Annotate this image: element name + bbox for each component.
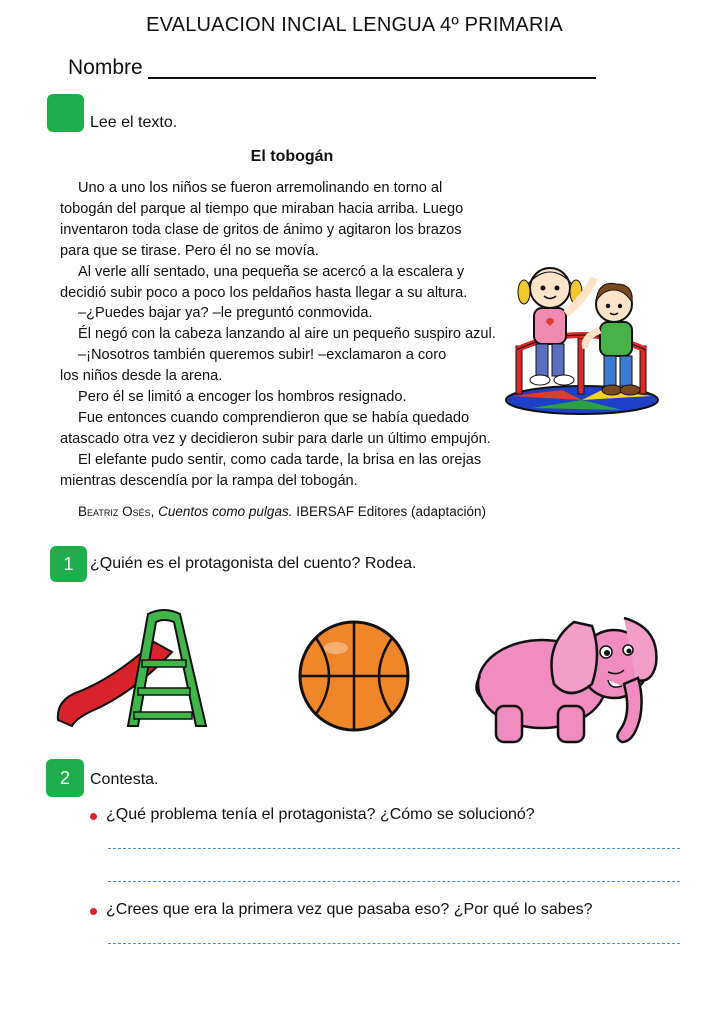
reading-instruction: Lee el texto. (90, 114, 178, 131)
bullet-icon (90, 813, 97, 820)
basketball-icon[interactable] (296, 618, 414, 736)
story-credit (78, 504, 486, 519)
story-line: Pero él se limitó a encoger los hombros resignado. (78, 389, 407, 406)
story-line: decidió subir poco a poco los peldaños hasta llegar a su altura. (60, 284, 468, 301)
name-answer-line[interactable] (148, 77, 596, 79)
story-line: –¡Nosotros también queremos subir! –exclamaron a coro (78, 347, 447, 364)
question-number-badge: 1 (50, 546, 87, 582)
answer-line[interactable] (108, 881, 680, 882)
story-line: Él negó con la cabeza lanzando al aire un pequeño suspiro azul. (78, 326, 496, 343)
story-title: El tobogán (250, 148, 334, 165)
credit-book: Cuentos como pulgas. (158, 504, 293, 519)
story-line: –¿Puedes bajar ya? –le preguntó conmovida. (78, 305, 373, 322)
answer-line[interactable] (108, 943, 680, 944)
pink-elephant-icon[interactable] (474, 614, 660, 748)
page-title: EVALUACION INCIAL LENGUA 4º PRIMARIA (146, 14, 563, 36)
question-2-text: Contesta. (90, 771, 159, 788)
story-line: El elefante pudo sentir, como cada tarde, la brisa en las orejas (78, 451, 482, 468)
question-2-item: ¿Crees que era la primera vez que pasaba eso? ¿Por qué lo sabes? (106, 901, 593, 918)
credit-publisher: IBERSAF Editores (adaptación) (296, 504, 487, 519)
story-line: Uno a uno los niños se fueron arremolinando en torno al (78, 180, 443, 196)
story-line: tobogán del parque al tiempo que miraban hacia arriba. Luego (60, 200, 464, 217)
credit-author: Beatriz Osés, (78, 504, 155, 519)
name-label: Nombre (68, 56, 143, 79)
section-badge-reading (47, 94, 84, 132)
question-2-item: ¿Qué problema tenía el protagonista? ¿Cómo se solucionó? (106, 806, 535, 823)
kids-on-merry-go-round-icon (502, 258, 662, 418)
story-line: atascado otra vez y decidieron subir para darle un último empujón. (60, 430, 491, 447)
bullet-icon (90, 908, 97, 915)
question-number-badge: 2 (46, 759, 84, 797)
story-line: Fue entonces cuando comprendieron que se había quedado (78, 409, 470, 426)
story-line: los niños desde la arena. (60, 368, 223, 385)
story-line: mientras descendía por la rampa del tobogán. (60, 472, 358, 489)
story-line: para que se tirase. Pero él no se movía. (60, 242, 319, 259)
story-line: inventaron toda clase de gritos de ánimo y agitaron los brazos (60, 221, 462, 238)
story-text (60, 178, 530, 492)
answer-line[interactable] (108, 848, 680, 849)
story-line: Al verle allí sentado, una pequeña se acercó a la escalera y (78, 263, 465, 280)
question-1-text: ¿Quién es el protagonista del cuento? Rodea. (90, 555, 417, 572)
slide-icon[interactable] (54, 608, 214, 732)
